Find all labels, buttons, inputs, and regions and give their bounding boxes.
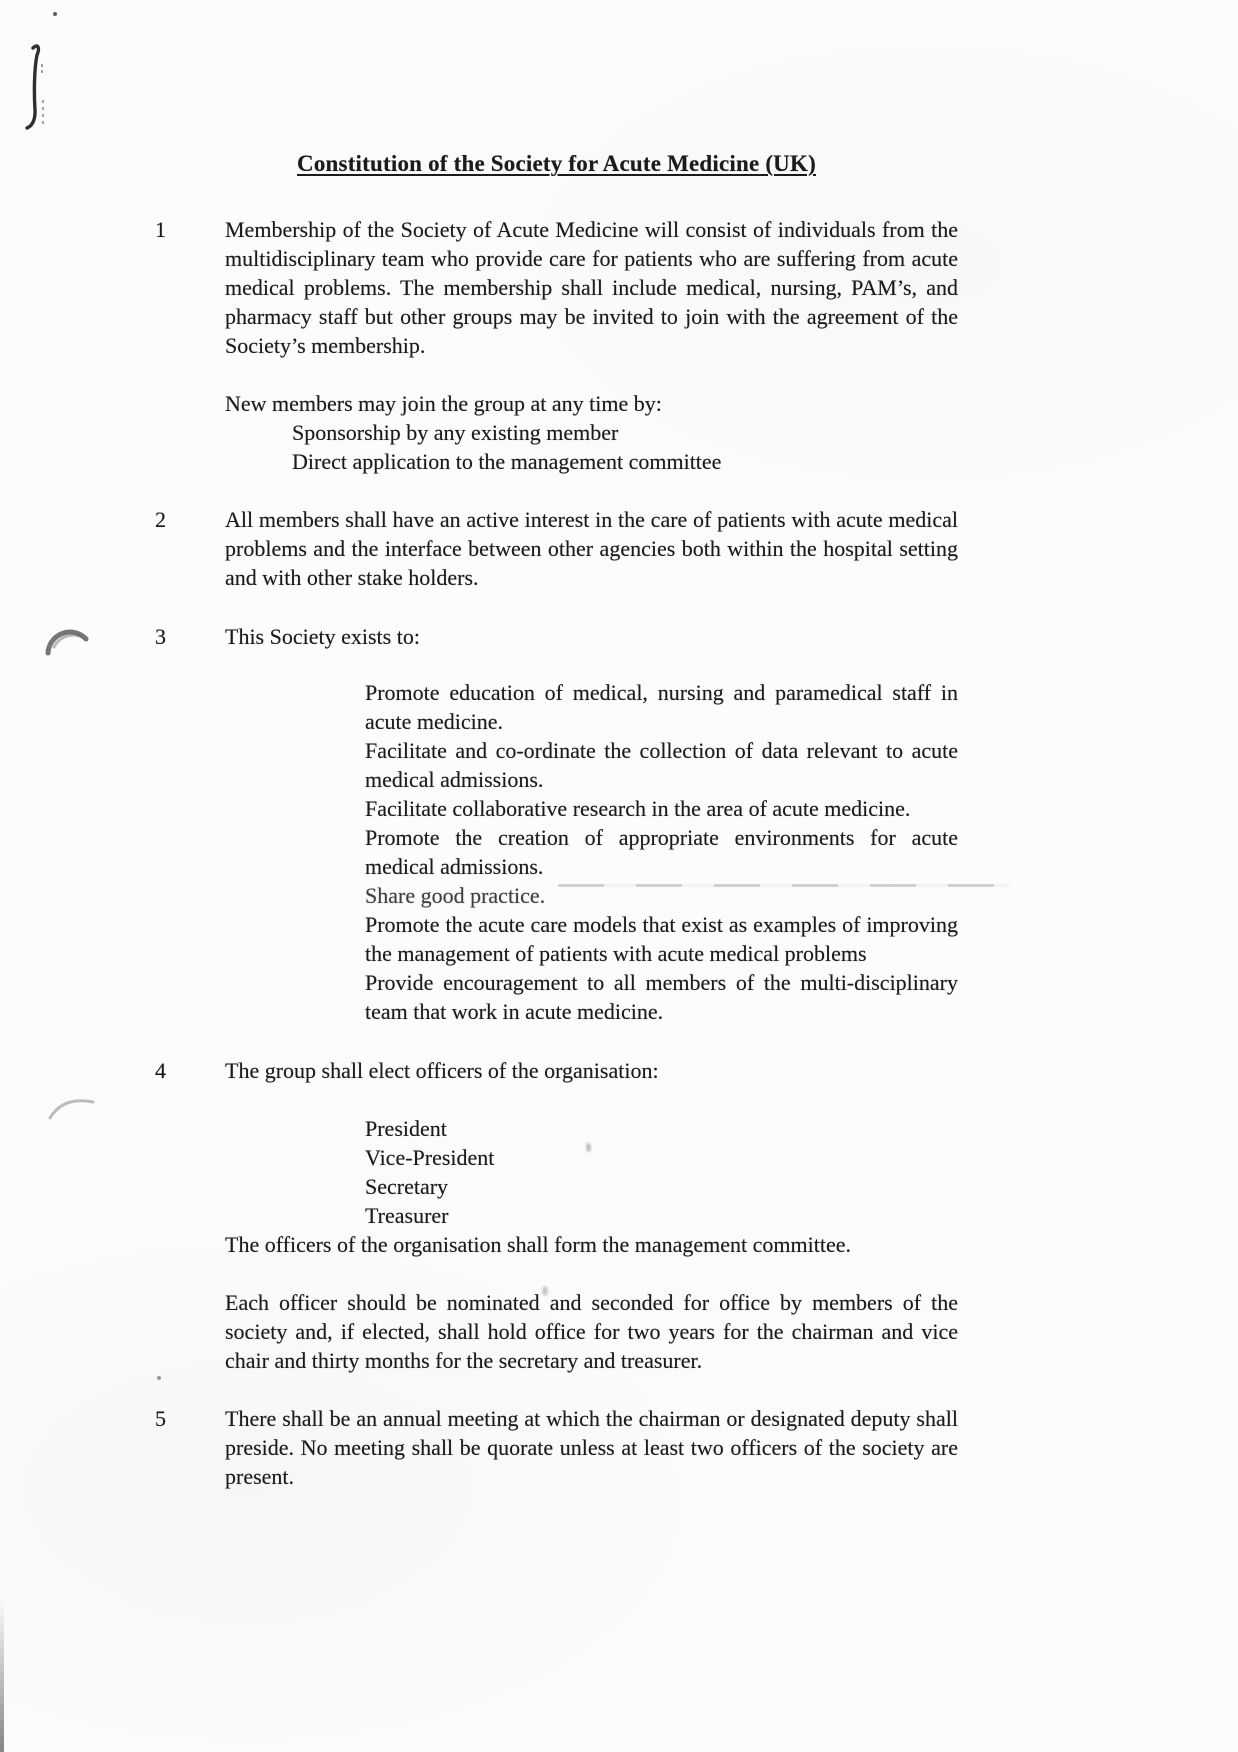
aim-item: Promote the acute care models that exist as examples of improving the management of patients with acute medical problems <box>365 912 958 966</box>
section-1-number: 1 <box>155 217 166 242</box>
section-5-number: 5 <box>155 1406 166 1431</box>
aim-item: Share good practice. <box>365 883 546 908</box>
section-4-number: 4 <box>155 1058 166 1083</box>
section-3 <box>155 622 958 1026</box>
document-title: Constitution of the Society for Acute Medicine (UK) <box>297 151 816 176</box>
section-2 <box>155 505 958 592</box>
section-2-number: 2 <box>155 507 166 532</box>
section-2-paragraph: All members shall have an active interest in the care of patients with acute medical problems and the interface between other agencies both within the hospital setting and with other stake holders. <box>225 507 958 590</box>
aim-item: Facilitate and co-ordinate the collection of data relevant to acute medical admissions. <box>365 738 958 792</box>
officer-item: Secretary <box>365 1174 449 1199</box>
officers-list <box>365 1114 958 1230</box>
section-1-paragraph: Membership of the Society of Acute Medicine will consist of individuals from the multidisciplinary team who provide care for patients who are suffering from acute medical problems. The membership shall include medical, nursing, PAM’s, and pharmacy staff but other groups may be invited to join with the agreement of the Society’s membership. <box>225 217 958 358</box>
society-aims-list <box>365 678 958 1026</box>
pen-mark-icon <box>20 38 60 138</box>
pen-arc-mark-icon <box>40 605 95 660</box>
officer-item: President <box>365 1116 447 1141</box>
scan-edge-shadow <box>0 1602 4 1752</box>
aim-item: Provide encouragement to all members of the multi-disciplinary team that work in acute medicine. <box>365 970 958 1024</box>
pencil-arc-mark-icon <box>45 1088 100 1128</box>
officer-item: Vice-President <box>365 1145 495 1170</box>
section-4-heading: The group shall elect officers of the organisation: <box>225 1058 659 1083</box>
aim-item: Promote the creation of appropriate environments for acute medical admissions. <box>365 825 958 879</box>
section-1 <box>155 215 958 476</box>
aim-item: Facilitate collaborative research in the area of acute medicine. <box>365 796 911 821</box>
membership-option-item: Sponsorship by any existing member <box>292 420 619 445</box>
section-3-heading: This Society exists to: <box>225 624 420 649</box>
section-5-paragraph: There shall be an annual meeting at which the chairman or designated deputy shall preside. No meeting shall be quorate unless at least two officers of the society are present. <box>225 1406 958 1489</box>
section-4 <box>155 1056 958 1375</box>
officer-item: Treasurer <box>365 1203 449 1228</box>
nomination-paragraph: Each officer should be nominated and seconded for office by members of the society and, if elected, shall hold office for two years for the chairman and vice chair and thirty months for the secretary and treasurer. <box>225 1290 958 1373</box>
ink-dot <box>53 12 57 16</box>
section-1-subheading: New members may join the group at any time by: <box>225 391 662 416</box>
officers-note: The officers of the organisation shall form the management committee. <box>225 1232 851 1257</box>
section-3-number: 3 <box>155 624 166 649</box>
section-5 <box>155 1404 958 1491</box>
document-content <box>155 148 958 1491</box>
aim-item: Promote education of medical, nursing and paramedical staff in acute medicine. <box>365 680 958 734</box>
membership-option-item: Direct application to the management committee <box>292 449 722 474</box>
